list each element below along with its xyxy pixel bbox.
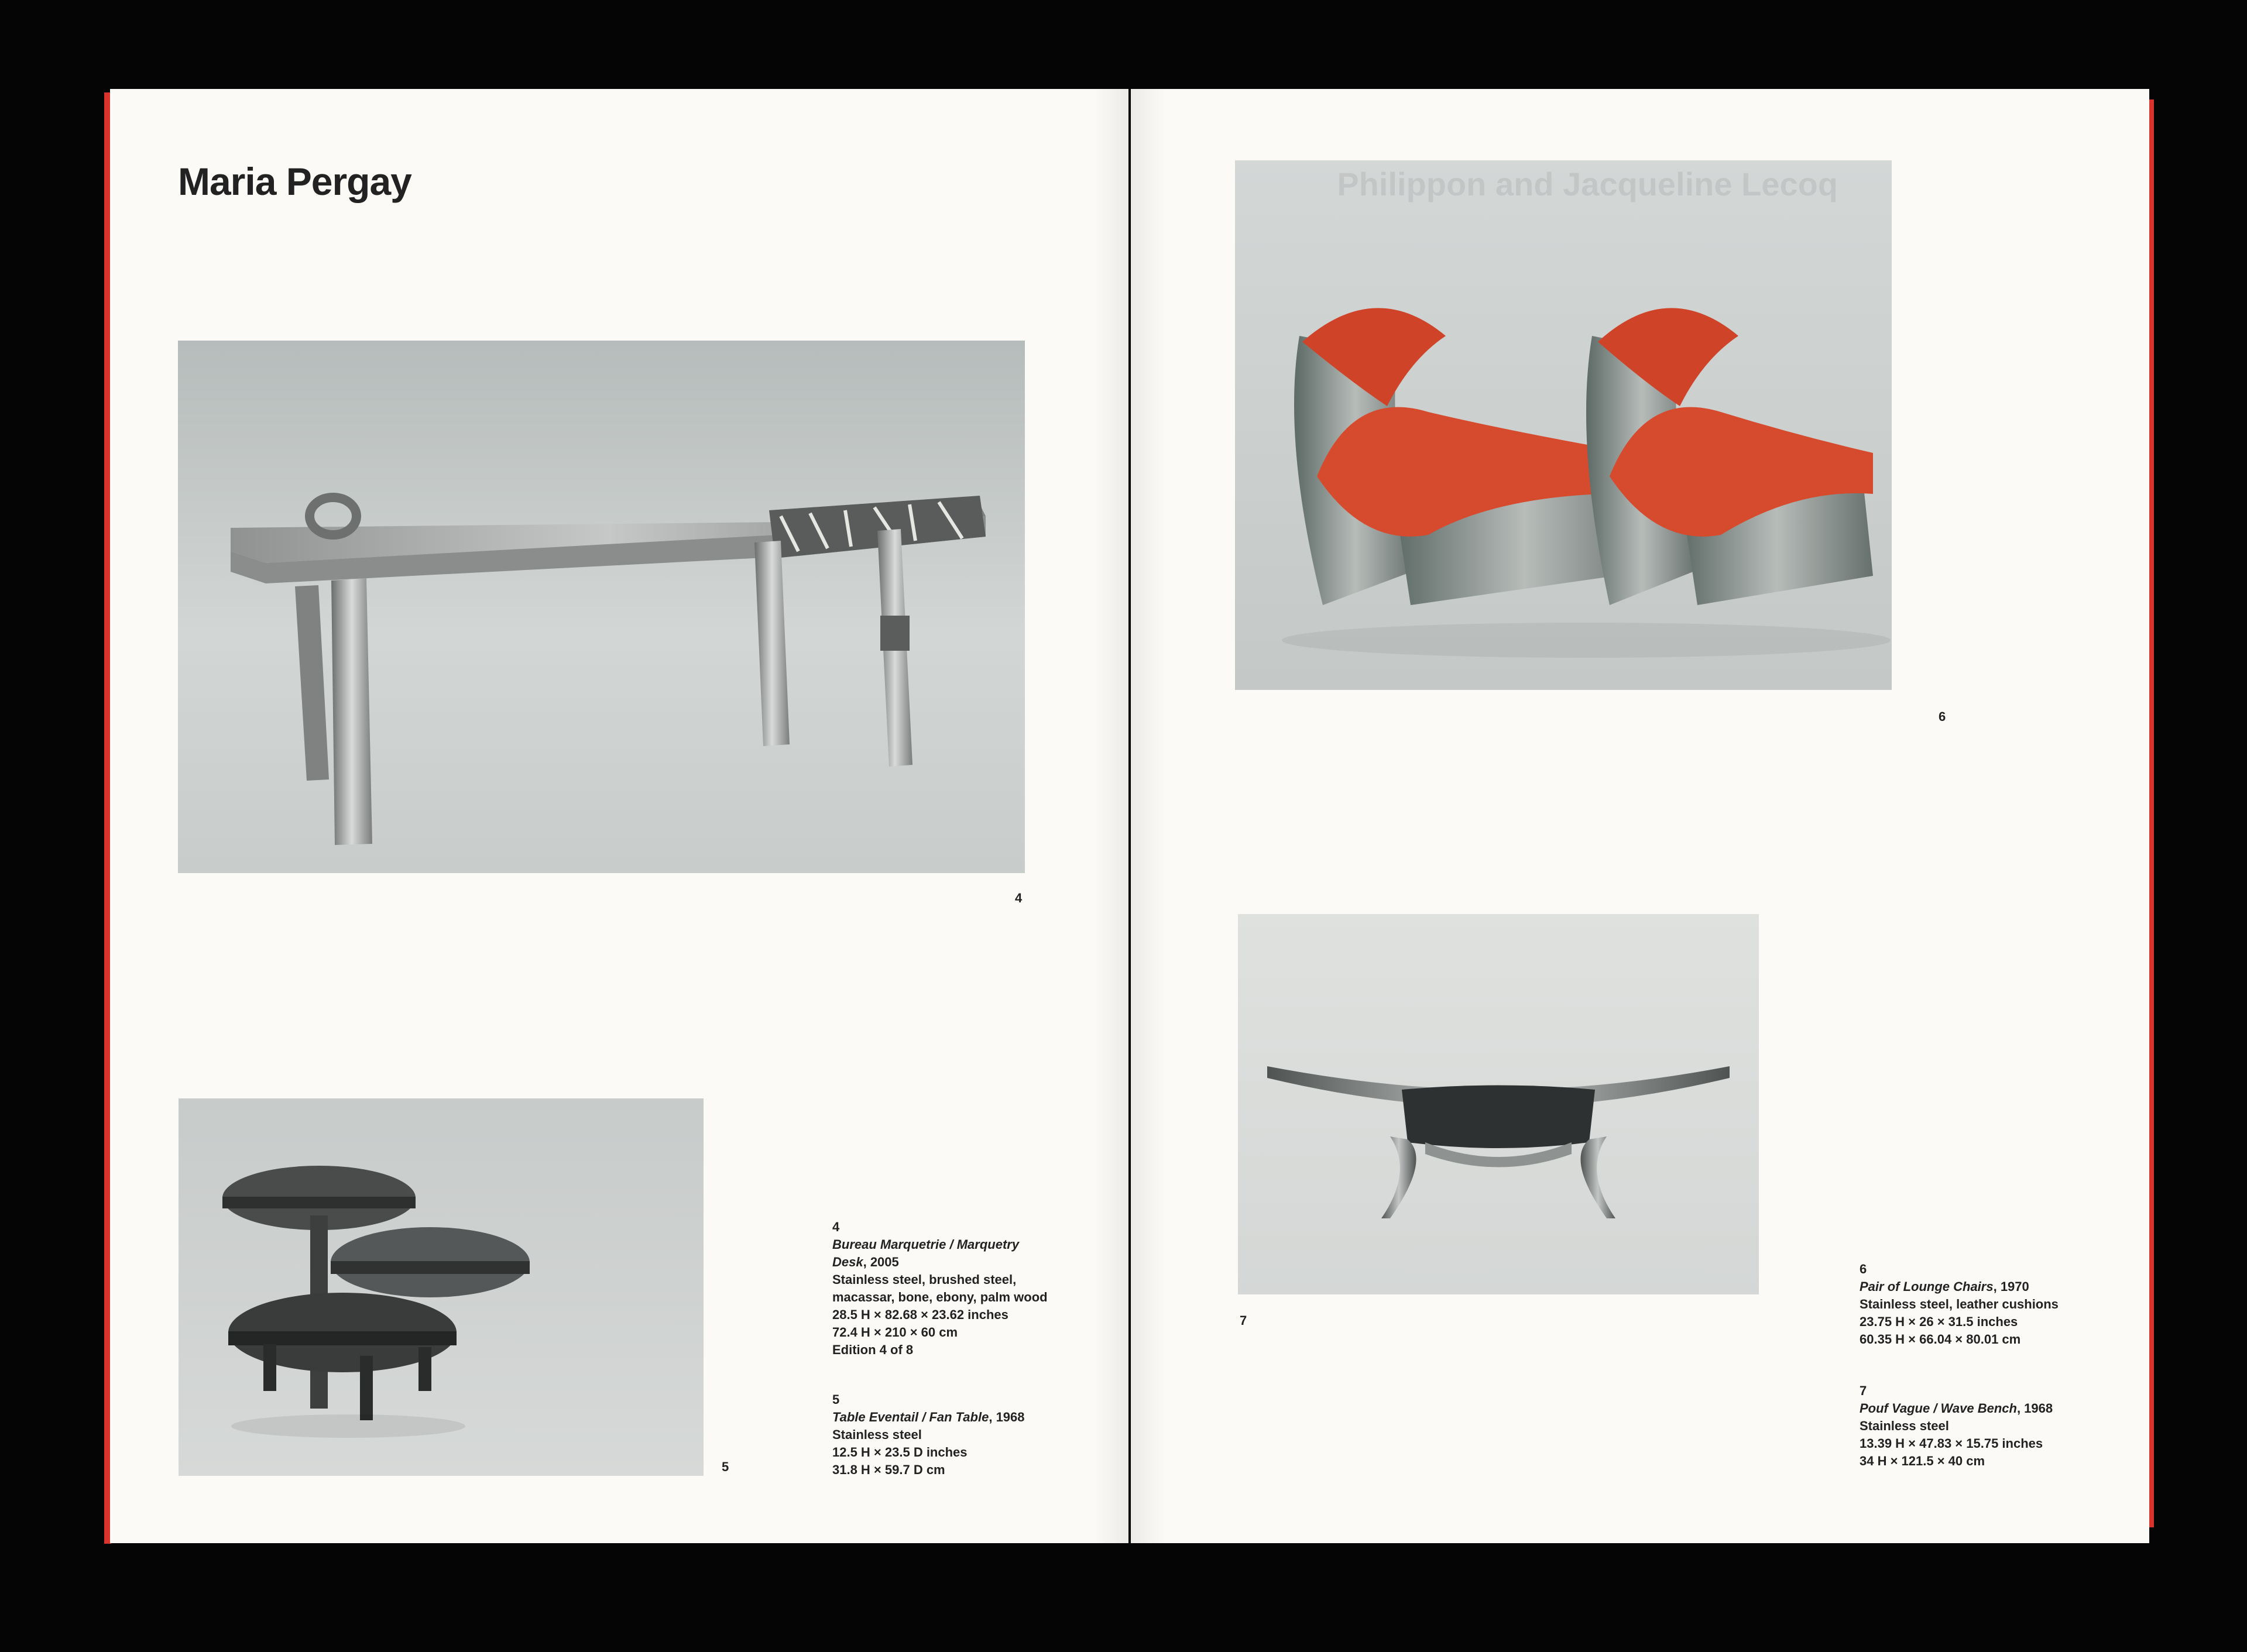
left-page (110, 89, 1128, 1543)
caption-line: 23.75 H × 26 × 31.5 inches (1860, 1314, 2018, 1329)
figure-number-4: 4 (1015, 891, 1023, 905)
caption-number: 5 (832, 1392, 840, 1407)
caption-title: Pouf Vague / Wave Bench (1860, 1401, 2017, 1416)
figure-number-7: 7 (1240, 1313, 1247, 1328)
caption-line: 13.39 H × 47.83 × 15.75 inches (1860, 1436, 2043, 1451)
caption-line: 28.5 H × 82.68 × 23.62 inches (832, 1307, 1008, 1322)
caption-number: 4 (832, 1220, 840, 1234)
caption-line: 31.8 H × 59.7 D cm (832, 1462, 945, 1477)
caption-title: Table Eventail / Fan Table (832, 1410, 989, 1424)
caption-number: 7 (1860, 1383, 1867, 1398)
caption-title-cont: Desk (832, 1255, 863, 1269)
photo-lounge-chairs (1235, 160, 1892, 690)
caption-line: macassar, bone, ebony, palm wood (832, 1290, 1048, 1304)
caption-line: Stainless steel, leather cushions (1860, 1297, 2059, 1311)
caption-line: 72.4 H × 210 × 60 cm (832, 1325, 958, 1340)
caption-year: , 1968 (2016, 1401, 2053, 1416)
caption-line: Stainless steel (1860, 1419, 1949, 1433)
figure-number-5: 5 (722, 1459, 729, 1474)
caption-year: , 1970 (1993, 1279, 2029, 1294)
caption-figure-4 (832, 1218, 1048, 1359)
caption-title: Bureau Marquetrie / Marquetry (832, 1237, 1020, 1252)
caption-line: Edition 4 of 8 (832, 1342, 914, 1357)
gutter-shadow (1093, 89, 1128, 1543)
caption-figure-7 (1860, 1382, 2053, 1470)
caption-line: 60.35 H × 66.04 × 80.01 cm (1860, 1332, 2021, 1347)
caption-year: , 1968 (989, 1410, 1025, 1424)
caption-number: 6 (1860, 1262, 1867, 1276)
caption-figure-5 (832, 1391, 1025, 1479)
svg-text:Philippon and Jacqueline Lecoq: Philippon and Jacqueline Lecoq (1337, 166, 1838, 202)
caption-figure-6 (1860, 1261, 2059, 1348)
caption-title: Pair of Lounge Chairs (1860, 1279, 1994, 1294)
figure-number-6: 6 (1939, 709, 1946, 724)
caption-line: Stainless steel, brushed steel, (832, 1272, 1017, 1287)
caption-year: , 2005 (863, 1255, 899, 1269)
caption-line: 34 H × 121.5 × 40 cm (1860, 1454, 1985, 1468)
photo-wave-bench (1238, 914, 1759, 1294)
caption-line: Stainless steel (832, 1427, 922, 1442)
page-heading: Maria Pergay (178, 160, 411, 203)
caption-line: 12.5 H × 23.5 D inches (832, 1445, 968, 1459)
photo-marquetry-desk (178, 341, 1025, 873)
gutter-shadow (1131, 89, 1166, 1543)
photo-fan-table (179, 1098, 704, 1476)
right-page (1131, 89, 2149, 1543)
